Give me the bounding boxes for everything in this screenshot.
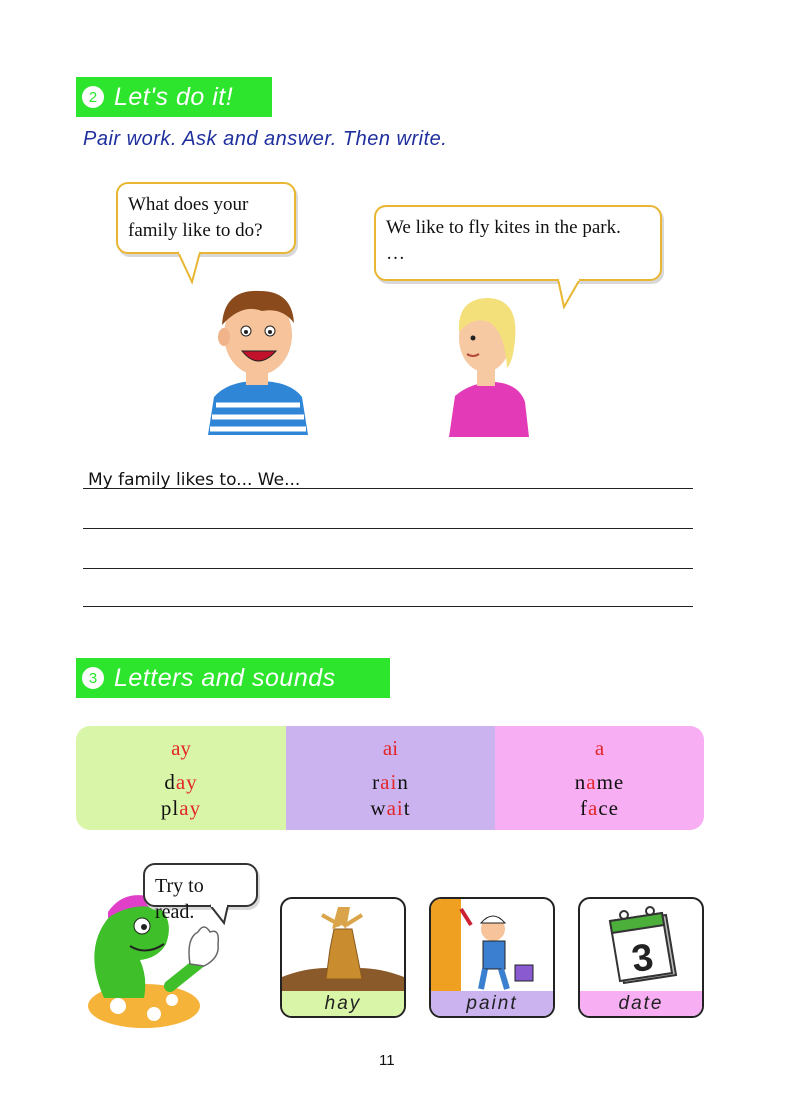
sound-pattern: ay: [171, 736, 191, 760]
word-highlight: ai: [380, 770, 398, 794]
picture-card-paint: [429, 897, 555, 1018]
bubble-line: What does your: [128, 194, 249, 215]
example-word: [286, 770, 495, 795]
section-title: Letters and sounds: [114, 663, 336, 692]
word-part: d: [164, 770, 176, 794]
writing-prompt: My family likes to... We...: [88, 470, 301, 490]
word-part: w: [370, 796, 387, 820]
word-part: f: [580, 796, 588, 820]
word-highlight: a: [588, 796, 599, 820]
word-part: ce: [598, 796, 619, 820]
picture-label: date: [580, 991, 702, 1016]
example-word: [76, 770, 286, 795]
bubble-tail: [208, 903, 232, 925]
bubble-text: Try to read.: [155, 875, 204, 923]
section-3-header: [76, 658, 390, 698]
bubble-tail: [176, 250, 206, 286]
bubble-line: family like to do?: [128, 220, 263, 241]
svg-text:3: 3: [629, 936, 656, 981]
example-word: [495, 770, 704, 795]
painter-icon: [431, 899, 553, 991]
bubble-line: …: [386, 243, 405, 264]
word-part: r: [372, 770, 381, 794]
section-number: 2: [82, 86, 104, 108]
writing-line[interactable]: [83, 528, 693, 529]
boy-speech-bubble: [116, 182, 296, 254]
bubble-tail: [556, 277, 586, 311]
sound-pattern: a: [594, 736, 605, 760]
example-word: [286, 796, 495, 821]
example-word: [76, 796, 286, 821]
example-word: [495, 796, 704, 821]
letters-sounds-table: [76, 726, 704, 830]
girl-illustration: [445, 292, 535, 437]
instruction: Pair work. Ask and answer. Then write.: [83, 128, 448, 150]
letter-column-ay: [76, 726, 286, 830]
section-title: Let's do it!: [114, 82, 234, 111]
writing-line[interactable]: [83, 568, 693, 569]
section-2-header: [76, 77, 272, 117]
letter-column-ai: [286, 726, 495, 830]
letter-column-a: [495, 726, 704, 830]
word-part: n: [574, 770, 587, 794]
word-part: pl: [160, 796, 180, 820]
word-part: t: [403, 796, 411, 820]
bubble-line: We like to fly kites in the park.: [386, 217, 621, 238]
writing-line[interactable]: [83, 488, 693, 489]
girl-speech-bubble: [374, 205, 662, 281]
haystack-icon: [282, 899, 404, 991]
section-number: 3: [82, 667, 104, 689]
picture-label: paint: [431, 991, 553, 1016]
page-number: 11: [379, 1052, 395, 1069]
try-speech-bubble: [143, 863, 258, 923]
word-highlight: a: [586, 770, 597, 794]
sound-pattern: ai: [382, 736, 399, 760]
calendar-icon: [580, 899, 702, 991]
writing-line[interactable]: [83, 606, 693, 607]
word-highlight: ai: [386, 796, 404, 820]
picture-card-date: [578, 897, 704, 1018]
boy-illustration: [198, 285, 318, 435]
picture-label: hay: [282, 991, 404, 1016]
word-part: n: [397, 770, 409, 794]
word-part: me: [596, 770, 625, 794]
word-highlight: ay: [179, 796, 202, 820]
word-highlight: ay: [175, 770, 198, 794]
picture-card-hay: [280, 897, 406, 1018]
